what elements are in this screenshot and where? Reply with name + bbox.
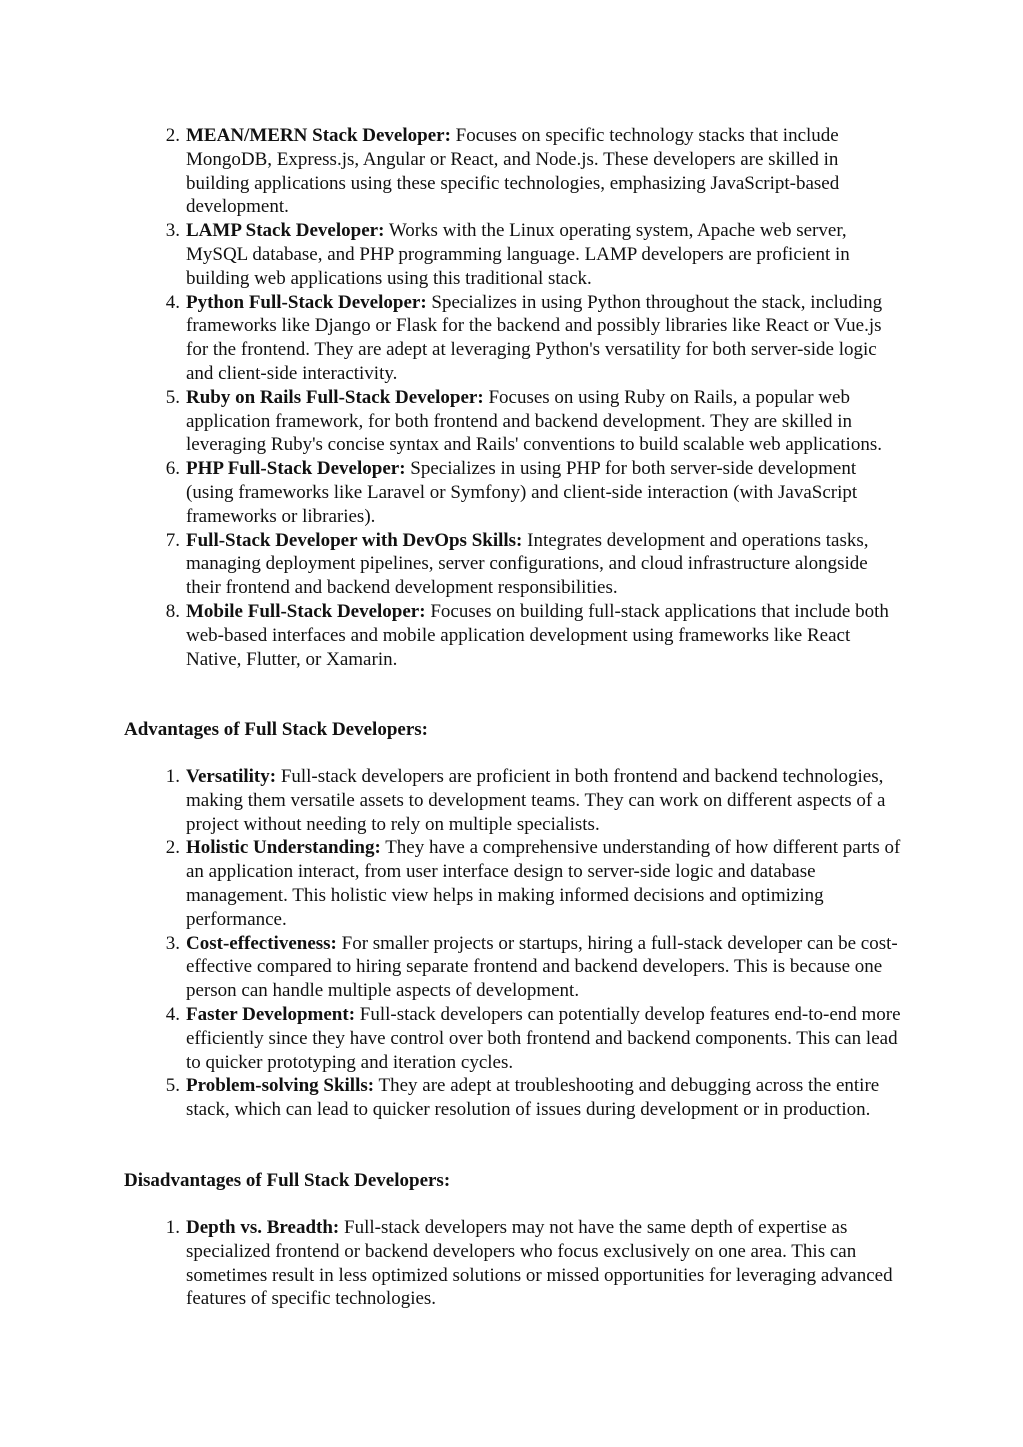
list-item bbox=[0, 1074, 902, 1122]
item-number: 3. bbox=[165, 932, 180, 954]
item-number: 6. bbox=[165, 458, 180, 480]
list-item bbox=[0, 124, 902, 219]
item-number: 1. bbox=[165, 766, 180, 787]
item-text: Works with the Linux operating system, Apache web server, MySQL database, and PHP programming language. LAMP developers are proficient in building web applications using this traditional stack. bbox=[186, 220, 850, 289]
list-item bbox=[0, 291, 902, 386]
item-term: Versatility: bbox=[186, 766, 277, 787]
list-item bbox=[0, 1216, 902, 1311]
item-term: Python Full-Stack Developer: bbox=[186, 291, 427, 313]
list-item bbox=[0, 600, 902, 671]
item-term: LAMP Stack Developer: bbox=[186, 220, 385, 242]
item-number: 3. bbox=[165, 220, 180, 242]
list-item bbox=[0, 765, 902, 836]
item-number: 4. bbox=[165, 291, 180, 313]
item-number: 4. bbox=[165, 1003, 180, 1025]
item-number: 1. bbox=[165, 1217, 180, 1238]
item-term: MEAN/MERN Stack Developer: bbox=[186, 125, 451, 146]
list-item bbox=[0, 932, 902, 1003]
item-term: Cost-effectiveness: bbox=[186, 932, 337, 954]
list-item bbox=[0, 386, 902, 457]
item-text: Focuses on specific technology stacks that include MongoDB, Express.js, Angular or React, and Node.js. These developers are skilled in building applications using these specific technologies, emphasizing JavaScript-based development. bbox=[186, 125, 840, 218]
item-text: They are adept at troubleshooting and debugging across the entire stack, which can lead to quicker resolution of issues during development or in production. bbox=[186, 1075, 880, 1121]
item-text: Full-stack developers may not have the same depth of expertise as specialized frontend or backend developers who focus exclusively on one area. This can sometimes result in less optimized solutions or missed opportunities for leveraging advanced features of specific technologies. bbox=[186, 1217, 893, 1310]
item-text: Specializes in using Python throughout the stack, including frameworks like Django or Flask for the backend and possibly libraries like React or Vue.js for the frontend. They are adept at leveraging Python's versatility for both server-side logic and client-side interactivity. bbox=[186, 291, 883, 384]
item-term: Faster Development: bbox=[186, 1003, 356, 1025]
item-number: 8. bbox=[165, 600, 180, 622]
item-term: Mobile Full-Stack Developer: bbox=[186, 600, 426, 622]
item-text: Focuses on building full-stack applications that include both web-based interfaces and mobile application development using frameworks like React Native, Flutter, or Xamarin. bbox=[186, 600, 889, 670]
item-term: PHP Full-Stack Developer: bbox=[186, 458, 406, 480]
item-term: Problem-solving Skills: bbox=[186, 1075, 375, 1097]
item-text: Integrates development and operations tasks, managing deployment pipelines, server configurations, and cloud infrastructure alongside their frontend and backend development responsibilities. bbox=[186, 529, 869, 599]
item-text: Specializes in using PHP for both server-side development (using frameworks like Laravel or Symfony) and client-side interaction (with JavaScript frameworks or libraries). bbox=[186, 458, 858, 527]
item-text: Full-stack developers are proficient in both frontend and backend technologies, making them versatile assets to development teams. They can work on different aspects of a project without needing to rely on multiple specialists. bbox=[186, 766, 886, 835]
item-number: 5. bbox=[165, 386, 180, 408]
advantages-heading: Advantages of Full Stack Developers: bbox=[124, 719, 428, 740]
item-term: Full-Stack Developer with DevOps Skills: bbox=[186, 529, 523, 551]
list-item bbox=[0, 529, 902, 600]
item-text: They have a comprehensive understanding of how different parts of an application interact, from user interface design to server-side logic and database management. This holistic view helps in making informed decisions and optimizing performance. bbox=[186, 837, 901, 930]
advantages-list bbox=[0, 765, 902, 1122]
item-term: Holistic Understanding: bbox=[186, 837, 381, 859]
disadvantages-list bbox=[0, 1216, 902, 1311]
item-number: 5. bbox=[165, 1075, 180, 1097]
item-number: 2. bbox=[165, 125, 180, 146]
item-term: Ruby on Rails Full-Stack Developer: bbox=[186, 386, 484, 408]
disadvantages-heading: Disadvantages of Full Stack Developers: bbox=[124, 1170, 451, 1191]
list-item bbox=[0, 1003, 902, 1074]
list-item bbox=[0, 457, 902, 528]
list-item bbox=[0, 219, 902, 290]
developer-types-list bbox=[0, 124, 902, 671]
item-text: For smaller projects or startups, hiring a full-stack developer can be cost-effective compared to hiring separate frontend and backend developers. This is because one person can handle multiple aspects of development. bbox=[186, 932, 898, 1002]
item-number: 7. bbox=[165, 529, 180, 551]
item-text: Focuses on using Ruby on Rails, a popular web application framework, for both frontend and backend development. They are skilled in leveraging Ruby's concise syntax and Rails' conventions to build scalable web applications. bbox=[186, 386, 882, 456]
list-item bbox=[0, 836, 902, 931]
item-text: Full-stack developers can potentially develop features end-to-end more efficiently since they have control over both frontend and backend components. This can lead to quicker prototyping and iteration cycles. bbox=[186, 1003, 901, 1073]
item-number: 2. bbox=[165, 837, 180, 859]
item-term: Depth vs. Breadth: bbox=[186, 1217, 340, 1238]
